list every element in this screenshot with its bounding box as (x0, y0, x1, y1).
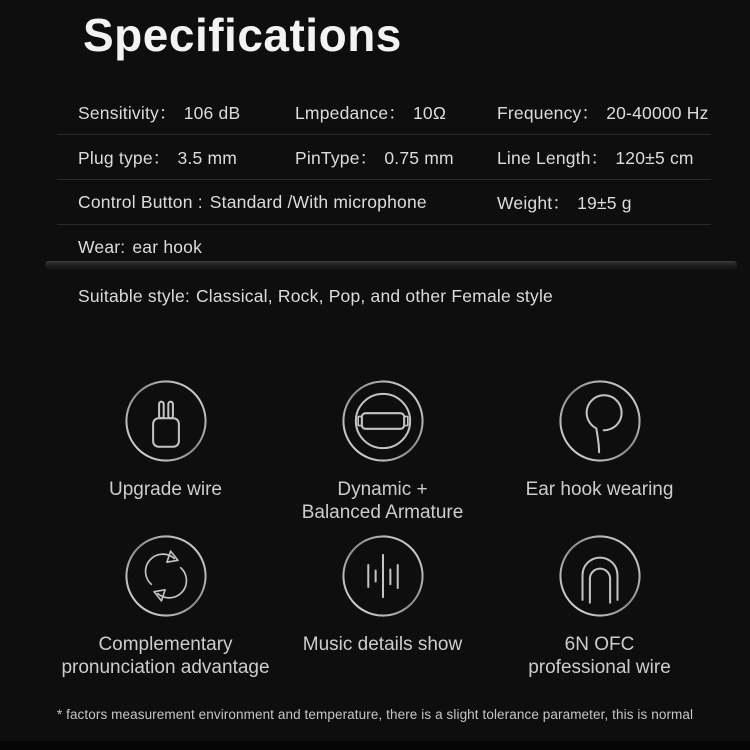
spec-wear (57, 237, 711, 258)
spec-frequency (476, 100, 711, 125)
spec-label: Frequency： (497, 102, 600, 123)
feature-label: Ear hook wearing (525, 479, 674, 500)
feature-label: Music details show (302, 634, 463, 655)
spec-value: Classical, Rock, Pop, and other Female style (195, 285, 553, 306)
spec-value: 3.5 mm (177, 147, 238, 168)
feature-ear-hook-wearing (491, 375, 708, 530)
page-title: Specifications (83, 9, 402, 61)
spec-value: ear hook (132, 236, 203, 257)
spec-label: Suitable style: (78, 285, 190, 306)
plug-icon (120, 375, 212, 467)
spec-label: Control Button : (78, 191, 203, 212)
sound-wave-icon (337, 530, 429, 622)
footnote: * factors measurement environment and temperature, there is a slight tolerance parameter, this is normal (56, 707, 694, 722)
spec-pin-type (274, 145, 476, 170)
feature-label: Dynamic + Balanced Armature (301, 479, 464, 523)
spec-value: Standard /With microphone (209, 191, 427, 212)
spec-impedance (274, 100, 476, 125)
spec-label: Sensitivity： (78, 102, 177, 123)
spec-value: 19±5 g (577, 192, 632, 213)
spec-label: PinType： (295, 147, 378, 168)
feature-upgrade-wire (57, 375, 274, 530)
spec-sensitivity (57, 100, 274, 125)
cycle-arrows-icon (120, 530, 212, 622)
feature-label: Complementary pronunciation advantage (61, 634, 270, 678)
spec-row (57, 180, 711, 225)
driver-icon (337, 375, 429, 467)
spec-control-button (57, 192, 476, 213)
feature-complementary-pronunciation (57, 530, 274, 685)
spec-row (57, 135, 711, 180)
spec-line-length (476, 145, 711, 170)
arch-icon (554, 530, 646, 622)
spec-row (57, 90, 711, 135)
feature-6n-ofc-wire (491, 530, 708, 685)
spec-value: 0.75 mm (384, 147, 454, 168)
spec-value: 10Ω (412, 102, 447, 123)
spec-suitable-style (57, 272, 711, 320)
bottom-strip (0, 741, 750, 750)
spec-label: Plug type： (78, 147, 171, 168)
section-divider (45, 261, 737, 268)
spec-table (57, 90, 711, 269)
feature-grid (57, 375, 708, 685)
feature-music-details-show (274, 530, 491, 685)
feature-label: Upgrade wire (109, 479, 222, 500)
spec-value: 20-40000 Hz (606, 102, 709, 123)
spec-value: 120±5 cm (615, 147, 694, 168)
feature-label: 6N OFC professional wire (528, 634, 671, 678)
feature-dynamic-balanced-armature (274, 375, 491, 530)
spec-label: Lmpedance： (295, 102, 406, 123)
ear-hook-icon (554, 375, 646, 467)
spec-label: Line Length： (497, 147, 609, 168)
spec-plug-type (57, 145, 274, 170)
spec-label: Weight： (497, 192, 571, 213)
spec-weight (476, 190, 711, 215)
spec-value: 106 dB (183, 102, 241, 123)
spec-label: Wear: (78, 236, 126, 257)
